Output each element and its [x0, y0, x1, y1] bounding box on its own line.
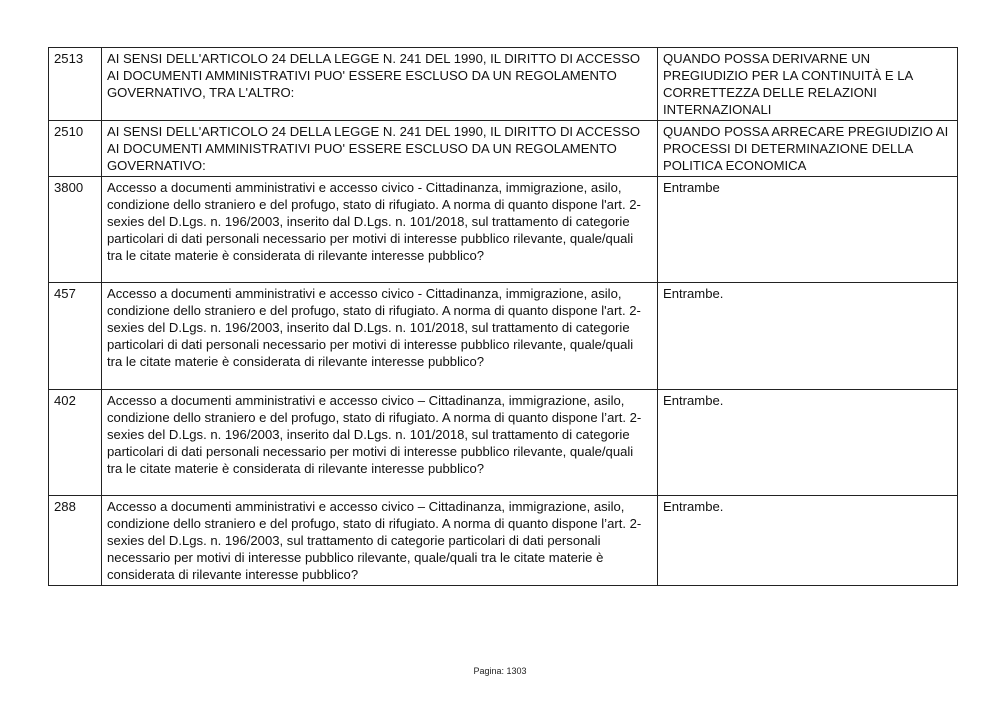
answer-text: QUANDO POSSA DERIVARNE UN PREGIUDIZIO PER LA CONTINUITÀ E LA CORRETTEZZA DELLE RELAZIONI INTERNAZIONALI: [658, 48, 958, 121]
question-text: AI SENSI DELL'ARTICOLO 24 DELLA LEGGE N. 241 DEL 1990, IL DIRITTO DI ACCESSO AI DOCUMENTI AMMINISTRATIVI PUO' ESSERE ESCLUSO DA UN REGOLAMENTO GOVERNATIVO, TRA L'ALTRO:: [102, 48, 658, 121]
question-id: 288: [49, 496, 102, 586]
question-id: 3800: [49, 177, 102, 283]
question-text: Accesso a documenti amministrativi e accesso civico - Cittadinanza, immigrazione, asilo, condizione dello straniero e del profugo, stato di rifugiato. A norma di quanto dispone l'art. 2- sexies del D.Lgs. n. 196/2003, inserito dal D.Lgs. n. 101/2018, sul trattamento di categorie particolari di dati personali necessario per motivi di interesse pubblico rilevante, quale/quali tra le citate materie è considerata di rilevante interesse pubblico?: [102, 177, 658, 283]
question-id: 402: [49, 390, 102, 496]
answer-text: Entrambe: [658, 177, 958, 283]
questions-table: [48, 47, 958, 586]
table-row: [49, 48, 958, 121]
question-text: AI SENSI DELL'ARTICOLO 24 DELLA LEGGE N. 241 DEL 1990, IL DIRITTO DI ACCESSO AI DOCUMENTI AMMINISTRATIVI PUO' ESSERE ESCLUSO DA UN REGOLAMENTO GOVERNATIVO:: [102, 121, 658, 177]
table-row: [49, 283, 958, 390]
table-row: [49, 177, 958, 283]
question-id: 2513: [49, 48, 102, 121]
table-row: [49, 496, 958, 586]
question-text: Accesso a documenti amministrativi e accesso civico – Cittadinanza, immigrazione, asilo, condizione dello straniero e del profugo, stato di rifugiato. A norma di quanto dispone l’art. 2-sexies del D.Lgs. n. 196/2003, inserito dal D.Lgs. n. 101/2018, sul trattamento di categorie particolari di dati personali necessario per motivi di interesse pubblico rilevante, quale/quali tra le citate materie è considerata di rilevante interesse pubblico?: [102, 390, 658, 496]
answer-text: Entrambe.: [658, 283, 958, 390]
table-row: [49, 121, 958, 177]
question-id: 457: [49, 283, 102, 390]
page-number: Pagina: 1303: [473, 666, 527, 676]
question-id: 2510: [49, 121, 102, 177]
answer-text: Entrambe.: [658, 496, 958, 586]
table-row: [49, 390, 958, 496]
answer-text: Entrambe.: [658, 390, 958, 496]
question-text: Accesso a documenti amministrativi e accesso civico - Cittadinanza, immigrazione, asilo, condizione dello straniero e del profugo, stato di rifugiato. A norma di quanto dispone l'art. 2-sexies del D.Lgs. n. 196/2003, inserito dal D.Lgs. n. 101/2018, sul trattamento di categorie particolari di dati personali necessario per motivi di interesse pubblico rilevante, quale/quali tra le citate materie è considerata di rilevante interesse pubblico?: [102, 283, 658, 390]
question-text: Accesso a documenti amministrativi e accesso civico – Cittadinanza, immigrazione, asilo, condizione dello straniero e del profugo, stato di rifugiato. A norma di quanto dispone l’art. 2-sexies del D.Lgs. n. 196/2003, sul trattamento di categorie particolari di dati personali necessario per motivi di interesse pubblico rilevante, quale/quali tra le citate materie è considerata di rilevante interesse pubblico?: [102, 496, 658, 586]
answer-text: QUANDO POSSA ARRECARE PREGIUDIZIO AI PROCESSI DI DETERMINAZIONE DELLA POLITICA ECONOMICA: [658, 121, 958, 177]
